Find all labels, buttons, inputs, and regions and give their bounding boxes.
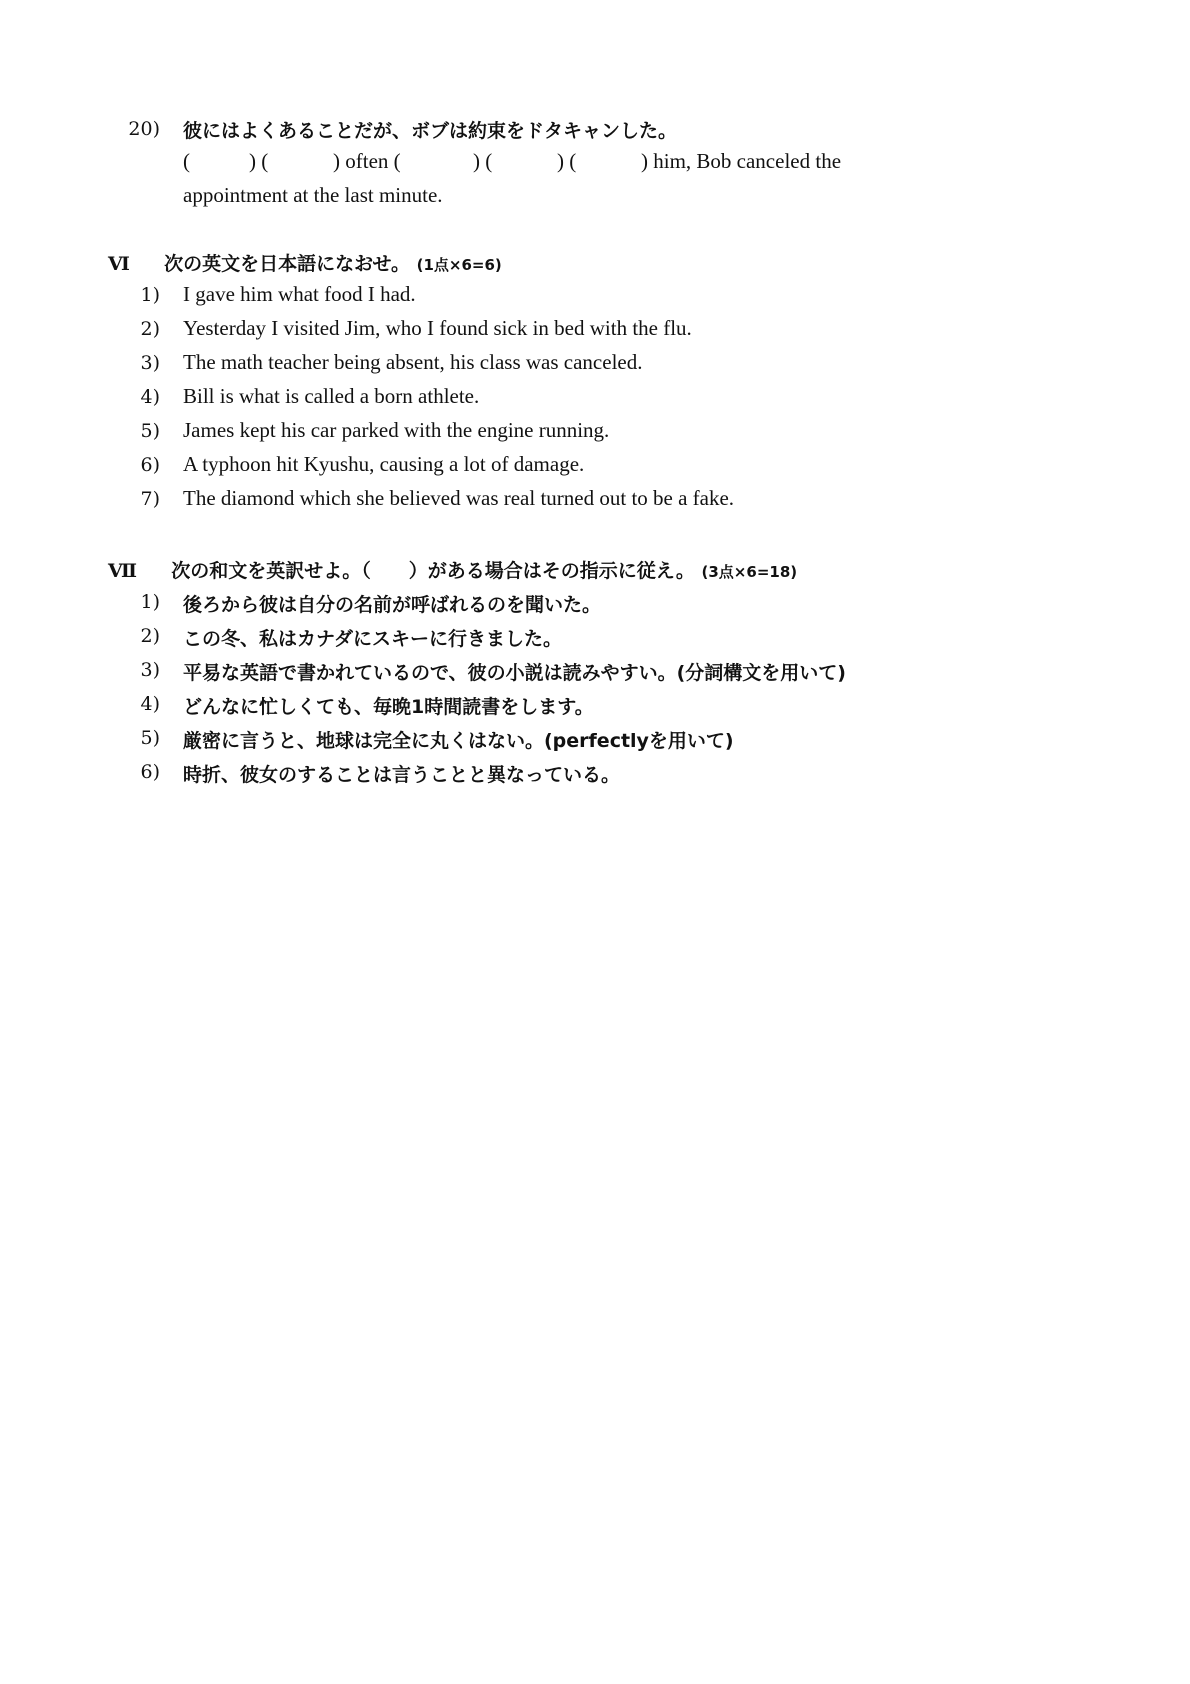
- section-heading: [108, 249, 502, 276]
- section-title: 次の和文を英訳せよ。（ ）がある場合はその指示に従え。: [171, 560, 695, 582]
- item-number: 6): [140, 454, 160, 476]
- question-number: 20): [128, 118, 160, 140]
- item-text: 厳密に言うと、地球は完全に丸くはない。(perfectlyを用いて): [183, 730, 734, 752]
- blank-separator: ) (: [557, 149, 577, 173]
- item-number: 7): [140, 488, 160, 510]
- item-text: James kept his car parked with the engine running.: [183, 418, 610, 442]
- section-roman-numeral: Ⅵ: [108, 253, 129, 275]
- item-number: 5): [140, 420, 160, 442]
- item-number: 4): [140, 386, 160, 408]
- item-number: 4): [140, 693, 160, 715]
- item-number: 2): [140, 625, 160, 647]
- item-number: 3): [140, 659, 160, 681]
- item-number: 1): [140, 591, 160, 613]
- item-text: どんなに忙しくても、毎晩1時間読書をします。: [183, 696, 594, 718]
- item-text: The math teacher being absent, his class was canceled.: [183, 350, 643, 374]
- item-text: Yesterday I visited Jim, who I found sick in bed with the flu.: [183, 316, 692, 340]
- blank-open: (: [183, 149, 190, 173]
- section-points: (3点×6=18): [701, 563, 798, 581]
- item-text: The diamond which she believed was real turned out to be a fake.: [183, 486, 735, 510]
- item-text: A typhoon hit Kyushu, causing a lot of damage.: [183, 452, 585, 476]
- blank-separator: ) (: [249, 149, 269, 173]
- blank-separator: ) him, Bob canceled the: [641, 149, 842, 173]
- item-text: 後ろから彼は自分の名前が呼ばれるのを聞いた。: [183, 594, 602, 616]
- item-number: 2): [140, 318, 160, 340]
- item-text: この冬、私はカナダにスキーに行きました。: [183, 628, 563, 650]
- blank-separator: ) (: [473, 149, 493, 173]
- section-heading: [108, 556, 797, 583]
- section-roman-numeral: Ⅶ: [108, 560, 136, 582]
- item-number: 6): [140, 761, 160, 783]
- item-number: 1): [140, 284, 160, 306]
- question-japanese: 彼にはよくあることだが、ボブは約束をドタキャンした。: [183, 120, 678, 142]
- question-continuation: appointment at the last minute.: [183, 183, 443, 207]
- item-text: I gave him what food I had.: [183, 282, 416, 306]
- item-text: 平易な英語で書かれているので、彼の小説は読みやすい。(分詞構文を用いて): [183, 662, 846, 684]
- section-points: (1点×6=6): [416, 256, 502, 274]
- item-text: 時折、彼女のすることは言うことと異なっている。: [183, 764, 621, 786]
- item-text: Bill is what is called a born athlete.: [183, 384, 480, 408]
- blank-separator: ) often (: [333, 149, 401, 173]
- item-number: 5): [140, 727, 160, 749]
- item-number: 3): [140, 352, 160, 374]
- section-title: 次の英文を日本語になおせ。: [164, 253, 410, 275]
